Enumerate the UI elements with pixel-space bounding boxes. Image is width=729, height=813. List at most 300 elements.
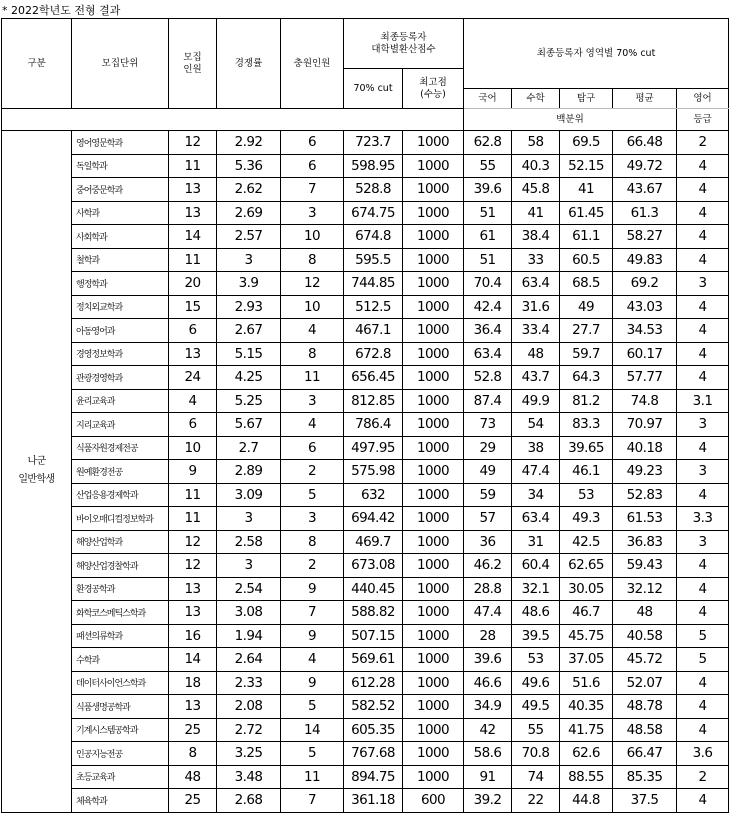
average-cell: 37.5 — [613, 789, 677, 813]
english-cell: 3.1 — [677, 389, 729, 413]
average-cell: 66.48 — [613, 131, 677, 155]
korean-cell: 52.8 — [464, 366, 512, 390]
extra-cell: 2 — [281, 460, 344, 484]
max-cell: 1000 — [403, 295, 464, 319]
cut70-cell: 656.45 — [344, 366, 403, 390]
inquiry-cell: 62.65 — [560, 554, 613, 578]
math-cell: 33 — [512, 248, 560, 272]
unit-cell: 산업응용경제학과 — [72, 483, 169, 507]
korean-cell: 59 — [464, 483, 512, 507]
korean-cell: 62.8 — [464, 131, 512, 155]
quota-cell: 4 — [169, 389, 217, 413]
math-cell: 43.7 — [512, 366, 560, 390]
english-cell: 3.3 — [677, 507, 729, 531]
korean-cell: 46.2 — [464, 554, 512, 578]
max-cell: 1000 — [403, 648, 464, 672]
max-cell: 1000 — [403, 248, 464, 272]
math-cell: 74 — [512, 765, 560, 789]
competition-cell: 3 — [217, 248, 281, 272]
table-row — [2, 178, 729, 202]
cut70-cell: 440.45 — [344, 577, 403, 601]
competition-cell: 3.09 — [217, 483, 281, 507]
average-cell: 40.58 — [613, 624, 677, 648]
korean-cell: 36.4 — [464, 319, 512, 343]
average-cell: 61.53 — [613, 507, 677, 531]
max-cell: 1000 — [403, 436, 464, 460]
unit-cell: 체육학과 — [72, 789, 169, 813]
header-max: 최고점 (수능) — [403, 69, 464, 109]
competition-cell: 5.15 — [217, 342, 281, 366]
cut70-cell: 767.68 — [344, 742, 403, 766]
quota-cell: 20 — [169, 272, 217, 296]
average-cell: 52.83 — [613, 483, 677, 507]
extra-cell: 3 — [281, 201, 344, 225]
korean-cell: 28.8 — [464, 577, 512, 601]
quota-cell: 12 — [169, 530, 217, 554]
table-row — [2, 436, 729, 460]
quota-cell: 14 — [169, 648, 217, 672]
extra-cell: 5 — [281, 695, 344, 719]
english-cell: 4 — [677, 554, 729, 578]
max-cell: 1000 — [403, 225, 464, 249]
max-cell: 1000 — [403, 483, 464, 507]
header-area-group: 최종등록자 영역별 70% cut — [464, 19, 729, 89]
korean-cell: 39.2 — [464, 789, 512, 813]
table-row — [2, 577, 729, 601]
quota-cell: 14 — [169, 225, 217, 249]
math-cell: 49.5 — [512, 695, 560, 719]
average-cell: 85.35 — [613, 765, 677, 789]
table-row — [2, 695, 729, 719]
math-cell: 70.8 — [512, 742, 560, 766]
competition-cell: 2.68 — [217, 789, 281, 813]
korean-cell: 63.4 — [464, 342, 512, 366]
cut70-cell: 512.5 — [344, 295, 403, 319]
competition-cell: 2.58 — [217, 530, 281, 554]
inquiry-cell: 41.75 — [560, 718, 613, 742]
quota-cell: 13 — [169, 342, 217, 366]
extra-cell: 8 — [281, 530, 344, 554]
inquiry-cell: 49.3 — [560, 507, 613, 531]
inquiry-cell: 83.3 — [560, 413, 613, 437]
korean-cell: 42 — [464, 718, 512, 742]
math-cell: 49.6 — [512, 671, 560, 695]
max-cell: 1000 — [403, 765, 464, 789]
extra-cell: 7 — [281, 178, 344, 202]
max-cell: 1000 — [403, 178, 464, 202]
competition-cell: 3 — [217, 507, 281, 531]
cut70-cell: 588.82 — [344, 601, 403, 625]
cut70-cell: 605.35 — [344, 718, 403, 742]
extra-cell: 8 — [281, 342, 344, 366]
cut70-cell: 575.98 — [344, 460, 403, 484]
inquiry-cell: 61.1 — [560, 225, 613, 249]
competition-cell: 5.25 — [217, 389, 281, 413]
cut70-cell: 361.18 — [344, 789, 403, 813]
math-cell: 39.5 — [512, 624, 560, 648]
max-cell: 1000 — [403, 154, 464, 178]
competition-cell: 2.89 — [217, 460, 281, 484]
english-cell: 4 — [677, 366, 729, 390]
english-cell: 4 — [677, 319, 729, 343]
max-cell: 1000 — [403, 201, 464, 225]
cut70-cell: 582.52 — [344, 695, 403, 719]
inquiry-cell: 61.45 — [560, 201, 613, 225]
extra-cell: 4 — [281, 319, 344, 343]
math-cell: 45.8 — [512, 178, 560, 202]
math-cell: 48 — [512, 342, 560, 366]
unit-cell: 데이터사이언스학과 — [72, 671, 169, 695]
max-cell: 1000 — [403, 577, 464, 601]
korean-cell: 29 — [464, 436, 512, 460]
inquiry-cell: 49 — [560, 295, 613, 319]
extra-cell: 4 — [281, 413, 344, 437]
cut70-cell: 612.28 — [344, 671, 403, 695]
average-cell: 34.53 — [613, 319, 677, 343]
math-cell: 55 — [512, 718, 560, 742]
average-cell: 58.27 — [613, 225, 677, 249]
extra-cell: 7 — [281, 601, 344, 625]
math-cell: 40.3 — [512, 154, 560, 178]
cut70-cell: 569.61 — [344, 648, 403, 672]
extra-cell: 2 — [281, 554, 344, 578]
extra-cell: 6 — [281, 436, 344, 460]
extra-cell: 4 — [281, 648, 344, 672]
english-cell: 4 — [677, 718, 729, 742]
unit-cell: 바이오매디컬정보학과 — [72, 507, 169, 531]
korean-cell: 46.6 — [464, 671, 512, 695]
unit-cell: 영어영문학과 — [72, 131, 169, 155]
competition-cell: 2.33 — [217, 671, 281, 695]
admission-results-table — [1, 18, 729, 813]
competition-cell: 2.69 — [217, 201, 281, 225]
table-row — [2, 718, 729, 742]
unit-cell: 식품자원경제전공 — [72, 436, 169, 460]
cut70-cell: 723.7 — [344, 131, 403, 155]
quota-cell: 13 — [169, 601, 217, 625]
cut70-cell: 786.4 — [344, 413, 403, 437]
max-cell: 1000 — [403, 554, 464, 578]
quota-cell: 13 — [169, 577, 217, 601]
quota-cell: 12 — [169, 554, 217, 578]
quota-cell: 6 — [169, 413, 217, 437]
english-cell: 4 — [677, 295, 729, 319]
extra-cell: 11 — [281, 765, 344, 789]
unit-cell: 화학코스메틱스학과 — [72, 601, 169, 625]
english-cell: 4 — [677, 201, 729, 225]
english-cell: 2 — [677, 765, 729, 789]
competition-cell: 3.9 — [217, 272, 281, 296]
extra-cell: 3 — [281, 389, 344, 413]
cut70-cell: 528.8 — [344, 178, 403, 202]
average-cell: 43.03 — [613, 295, 677, 319]
table-row — [2, 319, 729, 343]
cut70-cell: 673.08 — [344, 554, 403, 578]
korean-cell: 51 — [464, 248, 512, 272]
extra-cell: 9 — [281, 577, 344, 601]
unit-cell: 식품생명공학과 — [72, 695, 169, 719]
korean-cell: 61 — [464, 225, 512, 249]
max-cell: 1000 — [403, 389, 464, 413]
max-cell: 1000 — [403, 366, 464, 390]
inquiry-cell: 62.6 — [560, 742, 613, 766]
korean-cell: 51 — [464, 201, 512, 225]
extra-cell: 6 — [281, 131, 344, 155]
english-cell: 4 — [677, 577, 729, 601]
max-cell: 1000 — [403, 342, 464, 366]
quota-cell: 13 — [169, 178, 217, 202]
unit-cell: 원예환경전공 — [72, 460, 169, 484]
unit-cell: 사회학과 — [72, 225, 169, 249]
quota-cell: 12 — [169, 131, 217, 155]
competition-cell: 5.36 — [217, 154, 281, 178]
quota-cell: 15 — [169, 295, 217, 319]
table-row — [2, 765, 729, 789]
korean-cell: 34.9 — [464, 695, 512, 719]
math-cell: 31.6 — [512, 295, 560, 319]
extra-cell: 14 — [281, 718, 344, 742]
competition-cell: 3.48 — [217, 765, 281, 789]
quota-cell: 25 — [169, 718, 217, 742]
header-unit: 모집단위 — [72, 19, 169, 109]
cut70-cell: 672.8 — [344, 342, 403, 366]
math-cell: 22 — [512, 789, 560, 813]
competition-cell: 2.08 — [217, 695, 281, 719]
max-cell: 1000 — [403, 131, 464, 155]
inquiry-cell: 88.55 — [560, 765, 613, 789]
math-cell: 38 — [512, 436, 560, 460]
header-competition: 경쟁률 — [217, 19, 281, 109]
average-cell: 48.58 — [613, 718, 677, 742]
korean-cell: 39.6 — [464, 648, 512, 672]
unit-cell: 정치외교학과 — [72, 295, 169, 319]
cut70-cell: 894.75 — [344, 765, 403, 789]
max-cell: 1000 — [403, 413, 464, 437]
table-caption: * 2022학년도 전형 결과 — [2, 4, 121, 17]
english-cell: 4 — [677, 483, 729, 507]
math-cell: 33.4 — [512, 319, 560, 343]
average-cell: 36.83 — [613, 530, 677, 554]
average-cell: 70.97 — [613, 413, 677, 437]
korean-cell: 70.4 — [464, 272, 512, 296]
table-row — [2, 272, 729, 296]
extra-cell: 5 — [281, 483, 344, 507]
max-cell: 1000 — [403, 742, 464, 766]
table-row — [2, 201, 729, 225]
average-cell: 32.12 — [613, 577, 677, 601]
cut70-cell: 507.15 — [344, 624, 403, 648]
unit-cell: 기계시스템공학과 — [72, 718, 169, 742]
korean-cell: 28 — [464, 624, 512, 648]
english-cell: 5 — [677, 648, 729, 672]
average-cell: 61.3 — [613, 201, 677, 225]
table-body — [2, 131, 729, 813]
inquiry-cell: 40.35 — [560, 695, 613, 719]
quota-cell: 11 — [169, 154, 217, 178]
cut70-cell: 694.42 — [344, 507, 403, 531]
english-cell: 3 — [677, 272, 729, 296]
table-row — [2, 295, 729, 319]
math-cell: 53 — [512, 648, 560, 672]
table-row — [2, 248, 729, 272]
quota-cell: 9 — [169, 460, 217, 484]
competition-cell: 2.67 — [217, 319, 281, 343]
korean-cell: 57 — [464, 507, 512, 531]
max-cell: 1000 — [403, 624, 464, 648]
average-cell: 66.47 — [613, 742, 677, 766]
extra-cell: 6 — [281, 154, 344, 178]
english-cell: 4 — [677, 436, 729, 460]
unit-cell: 인공지능전공 — [72, 742, 169, 766]
inquiry-cell: 69.5 — [560, 131, 613, 155]
unit-cell: 윤리교육과 — [72, 389, 169, 413]
english-cell: 4 — [677, 342, 729, 366]
math-cell: 58 — [512, 131, 560, 155]
english-cell: 3.6 — [677, 742, 729, 766]
table-row — [2, 154, 729, 178]
average-cell: 69.2 — [613, 272, 677, 296]
unit-cell: 관광경영학과 — [72, 366, 169, 390]
average-cell: 48 — [613, 601, 677, 625]
cut70-cell: 467.1 — [344, 319, 403, 343]
korean-cell: 55 — [464, 154, 512, 178]
cut70-cell: 744.85 — [344, 272, 403, 296]
table-row — [2, 507, 729, 531]
table-row — [2, 789, 729, 813]
english-cell: 3 — [677, 413, 729, 437]
competition-cell: 2.72 — [217, 718, 281, 742]
competition-cell: 3.08 — [217, 601, 281, 625]
max-cell: 1000 — [403, 272, 464, 296]
cut70-cell: 674.75 — [344, 201, 403, 225]
competition-cell: 2.92 — [217, 131, 281, 155]
header-inquiry: 탐구 — [560, 89, 613, 109]
korean-cell: 73 — [464, 413, 512, 437]
korean-cell: 42.4 — [464, 295, 512, 319]
table-row — [2, 554, 729, 578]
competition-cell: 4.25 — [217, 366, 281, 390]
extra-cell: 9 — [281, 624, 344, 648]
quota-cell: 48 — [169, 765, 217, 789]
table-row — [2, 342, 729, 366]
table-row — [2, 483, 729, 507]
cut70-cell: 674.8 — [344, 225, 403, 249]
cut70-cell: 632 — [344, 483, 403, 507]
extra-cell: 5 — [281, 742, 344, 766]
extra-cell: 12 — [281, 272, 344, 296]
unit-cell: 해양산업학과 — [72, 530, 169, 554]
english-cell: 4 — [677, 695, 729, 719]
average-cell: 60.17 — [613, 342, 677, 366]
table-row — [2, 131, 729, 155]
table-row — [2, 225, 729, 249]
english-cell: 3 — [677, 530, 729, 554]
unit-cell: 중어중문학과 — [72, 178, 169, 202]
competition-cell: 2.93 — [217, 295, 281, 319]
inquiry-cell: 27.7 — [560, 319, 613, 343]
average-cell: 59.43 — [613, 554, 677, 578]
inquiry-cell: 42.5 — [560, 530, 613, 554]
unit-cell: 경영정보학과 — [72, 342, 169, 366]
english-cell: 4 — [677, 154, 729, 178]
english-cell: 3 — [677, 460, 729, 484]
extra-cell: 11 — [281, 366, 344, 390]
unit-cell: 환경공학과 — [72, 577, 169, 601]
average-cell: 49.23 — [613, 460, 677, 484]
max-cell: 1000 — [403, 319, 464, 343]
math-cell: 54 — [512, 413, 560, 437]
cut70-cell: 595.5 — [344, 248, 403, 272]
unit-cell: 사학과 — [72, 201, 169, 225]
quota-cell: 13 — [169, 695, 217, 719]
extra-cell: 10 — [281, 225, 344, 249]
quota-cell: 25 — [169, 789, 217, 813]
competition-cell: 2.62 — [217, 178, 281, 202]
extra-cell: 8 — [281, 248, 344, 272]
inquiry-cell: 30.05 — [560, 577, 613, 601]
english-cell: 4 — [677, 601, 729, 625]
header-score-group: 최종등록자 대학별환산점수 — [344, 19, 464, 69]
average-cell: 57.77 — [613, 366, 677, 390]
quota-cell: 6 — [169, 319, 217, 343]
competition-cell: 5.67 — [217, 413, 281, 437]
inquiry-cell: 46.1 — [560, 460, 613, 484]
table-row — [2, 601, 729, 625]
korean-cell: 87.4 — [464, 389, 512, 413]
unit-cell: 독일학과 — [72, 154, 169, 178]
average-cell: 49.72 — [613, 154, 677, 178]
cut70-cell: 598.95 — [344, 154, 403, 178]
quota-cell: 11 — [169, 483, 217, 507]
inquiry-cell: 68.5 — [560, 272, 613, 296]
math-cell: 47.4 — [512, 460, 560, 484]
average-cell: 74.8 — [613, 389, 677, 413]
max-cell: 1000 — [403, 718, 464, 742]
math-cell: 38.4 — [512, 225, 560, 249]
cut70-cell: 812.85 — [344, 389, 403, 413]
inquiry-cell: 60.5 — [560, 248, 613, 272]
math-cell: 49.9 — [512, 389, 560, 413]
table-row — [2, 366, 729, 390]
extra-cell: 3 — [281, 507, 344, 531]
english-cell: 2 — [677, 131, 729, 155]
unit-cell: 패션의류학과 — [72, 624, 169, 648]
quota-cell: 10 — [169, 436, 217, 460]
extra-cell: 7 — [281, 789, 344, 813]
cut70-cell: 497.95 — [344, 436, 403, 460]
header-average: 평균 — [613, 89, 677, 109]
table-header — [2, 19, 729, 131]
competition-cell: 2.64 — [217, 648, 281, 672]
average-cell: 48.78 — [613, 695, 677, 719]
header-math: 수학 — [512, 89, 560, 109]
english-cell: 4 — [677, 248, 729, 272]
average-cell: 45.72 — [613, 648, 677, 672]
quota-cell: 11 — [169, 248, 217, 272]
english-cell: 4 — [677, 671, 729, 695]
korean-cell: 49 — [464, 460, 512, 484]
math-cell: 60.4 — [512, 554, 560, 578]
table-row — [2, 648, 729, 672]
competition-cell: 2.57 — [217, 225, 281, 249]
table-row — [2, 742, 729, 766]
inquiry-cell: 46.7 — [560, 601, 613, 625]
math-cell: 31 — [512, 530, 560, 554]
math-cell: 34 — [512, 483, 560, 507]
average-cell: 40.18 — [613, 436, 677, 460]
max-cell: 1000 — [403, 530, 464, 554]
unit-cell: 초등교육과 — [72, 765, 169, 789]
